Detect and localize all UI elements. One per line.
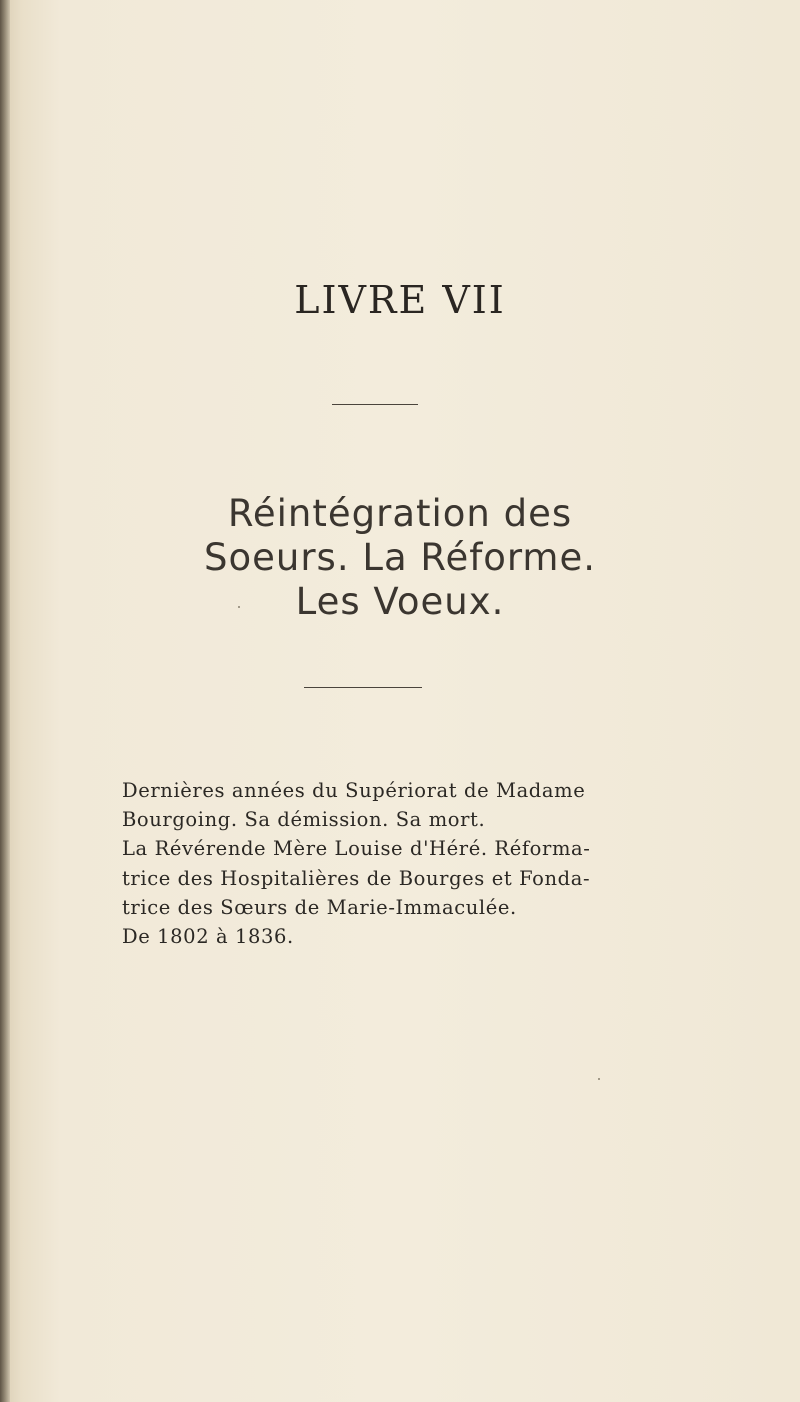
summary-line: La Révérende Mère Louise d'Héré. Réforma- [122, 837, 591, 861]
section-title [60, 492, 740, 624]
summary-line: trice des Sœurs de Marie-Immaculée. [122, 895, 517, 919]
summary-line: Bourgoing. Sa démission. Sa mort. [122, 808, 486, 832]
section-title-line: Les Voeux. [295, 580, 505, 623]
summary-line: trice des Hospitalières de Bourges et Fonda- [122, 866, 591, 890]
summary-line: Dernières années du Supériorat de Madame [122, 779, 586, 802]
paper-speck [598, 1078, 600, 1080]
section-title-line: Réintégration des [227, 492, 573, 535]
book-title: LIVRE VII [294, 278, 506, 322]
paper-speck [238, 606, 240, 608]
chapter-summary [122, 776, 682, 951]
summary-line: De 1802 à 1836. [122, 925, 294, 949]
section-title-line: Soeurs. La Réforme. [204, 536, 596, 579]
divider-rule-bottom [304, 687, 422, 688]
divider-rule-top [332, 404, 418, 405]
page-binding-edge [0, 0, 10, 1402]
